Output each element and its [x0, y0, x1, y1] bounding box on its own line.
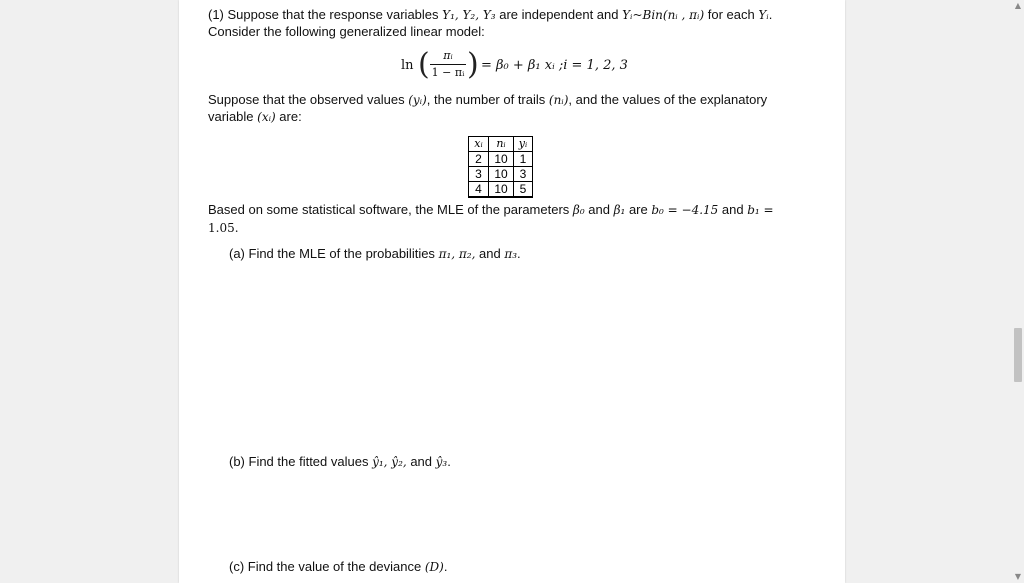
- formula-denominator: 1 − πᵢ: [431, 66, 465, 79]
- table-cell: 5: [514, 182, 533, 198]
- mle-line-1: [208, 202, 774, 218]
- observed-line-2: [208, 109, 302, 125]
- part-b-text: (b) Find the fitted values: [229, 454, 373, 469]
- part-c-period: .: [443, 559, 448, 574]
- vertical-scrollbar[interactable]: [1012, 0, 1024, 583]
- table-cell: 2: [469, 152, 489, 167]
- mle-text-1: Based on some statistical software, the MLE of the parameters: [208, 202, 573, 217]
- intro-period: .: [768, 7, 773, 22]
- scroll-up-icon[interactable]: ▲: [1014, 1, 1022, 10]
- intro-text-3: for each: [704, 7, 759, 22]
- table-cell: 10: [489, 182, 514, 198]
- intro-each-var: Yᵢ: [758, 8, 769, 22]
- formula-numerator: πᵢ: [443, 49, 453, 62]
- formula-fraction: [428, 49, 468, 80]
- observed-text-2: , the number of trails: [426, 92, 549, 107]
- observed-y: (yᵢ): [408, 93, 427, 107]
- part-b-math: ŷ₁, ŷ₂,: [372, 455, 407, 469]
- mle-beta1: β₁: [613, 203, 626, 217]
- part-a-period: .: [517, 246, 521, 261]
- part-c-text: (c) Find the value of the deviance: [229, 559, 425, 574]
- part-b-period: .: [447, 454, 451, 469]
- part-b-and: and: [406, 454, 436, 469]
- mle-and-2: and: [718, 202, 748, 217]
- observed-line-1: [208, 92, 767, 108]
- formula-ln: ln: [401, 58, 414, 73]
- table-row: [469, 167, 533, 182]
- data-table: [468, 136, 533, 198]
- formula-left-paren: (: [418, 47, 430, 82]
- intro-vars: Y₁, Y₂, Y₃: [442, 8, 496, 22]
- intro-line-1: [208, 7, 772, 23]
- formula-right-paren: ): [467, 47, 479, 82]
- part-a: [229, 246, 521, 262]
- mle-line-2: 1.05.: [208, 221, 239, 235]
- observed-n: (nᵢ): [548, 93, 569, 107]
- table-cell: 1: [514, 152, 533, 167]
- observed-x: (xᵢ): [257, 110, 276, 124]
- table-header-n: nᵢ: [489, 137, 514, 152]
- table-cell: 3: [514, 167, 533, 182]
- part-b-math-2: ŷ₃: [435, 455, 448, 469]
- intro-text-1: (1) Suppose that the response variables: [208, 7, 443, 22]
- mle-are: are: [625, 202, 652, 217]
- mle-and: and: [584, 202, 614, 217]
- table-header-row: [469, 137, 533, 152]
- mle-beta0: β₀: [572, 203, 585, 217]
- part-a-text: (a) Find the MLE of the probabilities: [229, 246, 439, 261]
- intro-text-2: are independent and: [495, 7, 623, 22]
- part-a-math-2: π₃: [504, 247, 518, 261]
- formula-rhs: = β₀ + β₁ xᵢ ;i = 1, 2, 3: [481, 58, 628, 73]
- scroll-down-icon[interactable]: ▼: [1014, 572, 1022, 581]
- observed-text-5: are:: [275, 109, 302, 124]
- part-a-math: π₁, π₂,: [438, 247, 476, 261]
- observed-text-3: , and the values of the explanatory: [568, 92, 768, 107]
- table-row: [469, 182, 533, 198]
- scrollbar-thumb[interactable]: [1014, 328, 1022, 382]
- intro-distribution: Yᵢ~Bin(nᵢ , πᵢ): [622, 8, 705, 22]
- mle-b0-value: b₀ = −4.15: [651, 203, 719, 217]
- table-header-y: yᵢ: [514, 137, 533, 152]
- table-cell: 3: [469, 167, 489, 182]
- part-b: [229, 454, 451, 470]
- table-cell: 4: [469, 182, 489, 198]
- observed-text-1: Suppose that the observed values: [208, 92, 409, 107]
- mle-b1-label: b₁ =: [747, 203, 774, 217]
- table-cell: 10: [489, 152, 514, 167]
- document-page: [179, 0, 845, 583]
- table-header-x: xᵢ: [469, 137, 489, 152]
- table-cell: 10: [489, 167, 514, 182]
- table-row: [469, 152, 533, 167]
- part-c: [229, 559, 447, 575]
- observed-text-4: variable: [208, 109, 258, 124]
- intro-line-2: Consider the following generalized linear model:: [208, 24, 485, 39]
- part-c-math: (D): [424, 560, 444, 574]
- part-a-and: and: [475, 246, 505, 261]
